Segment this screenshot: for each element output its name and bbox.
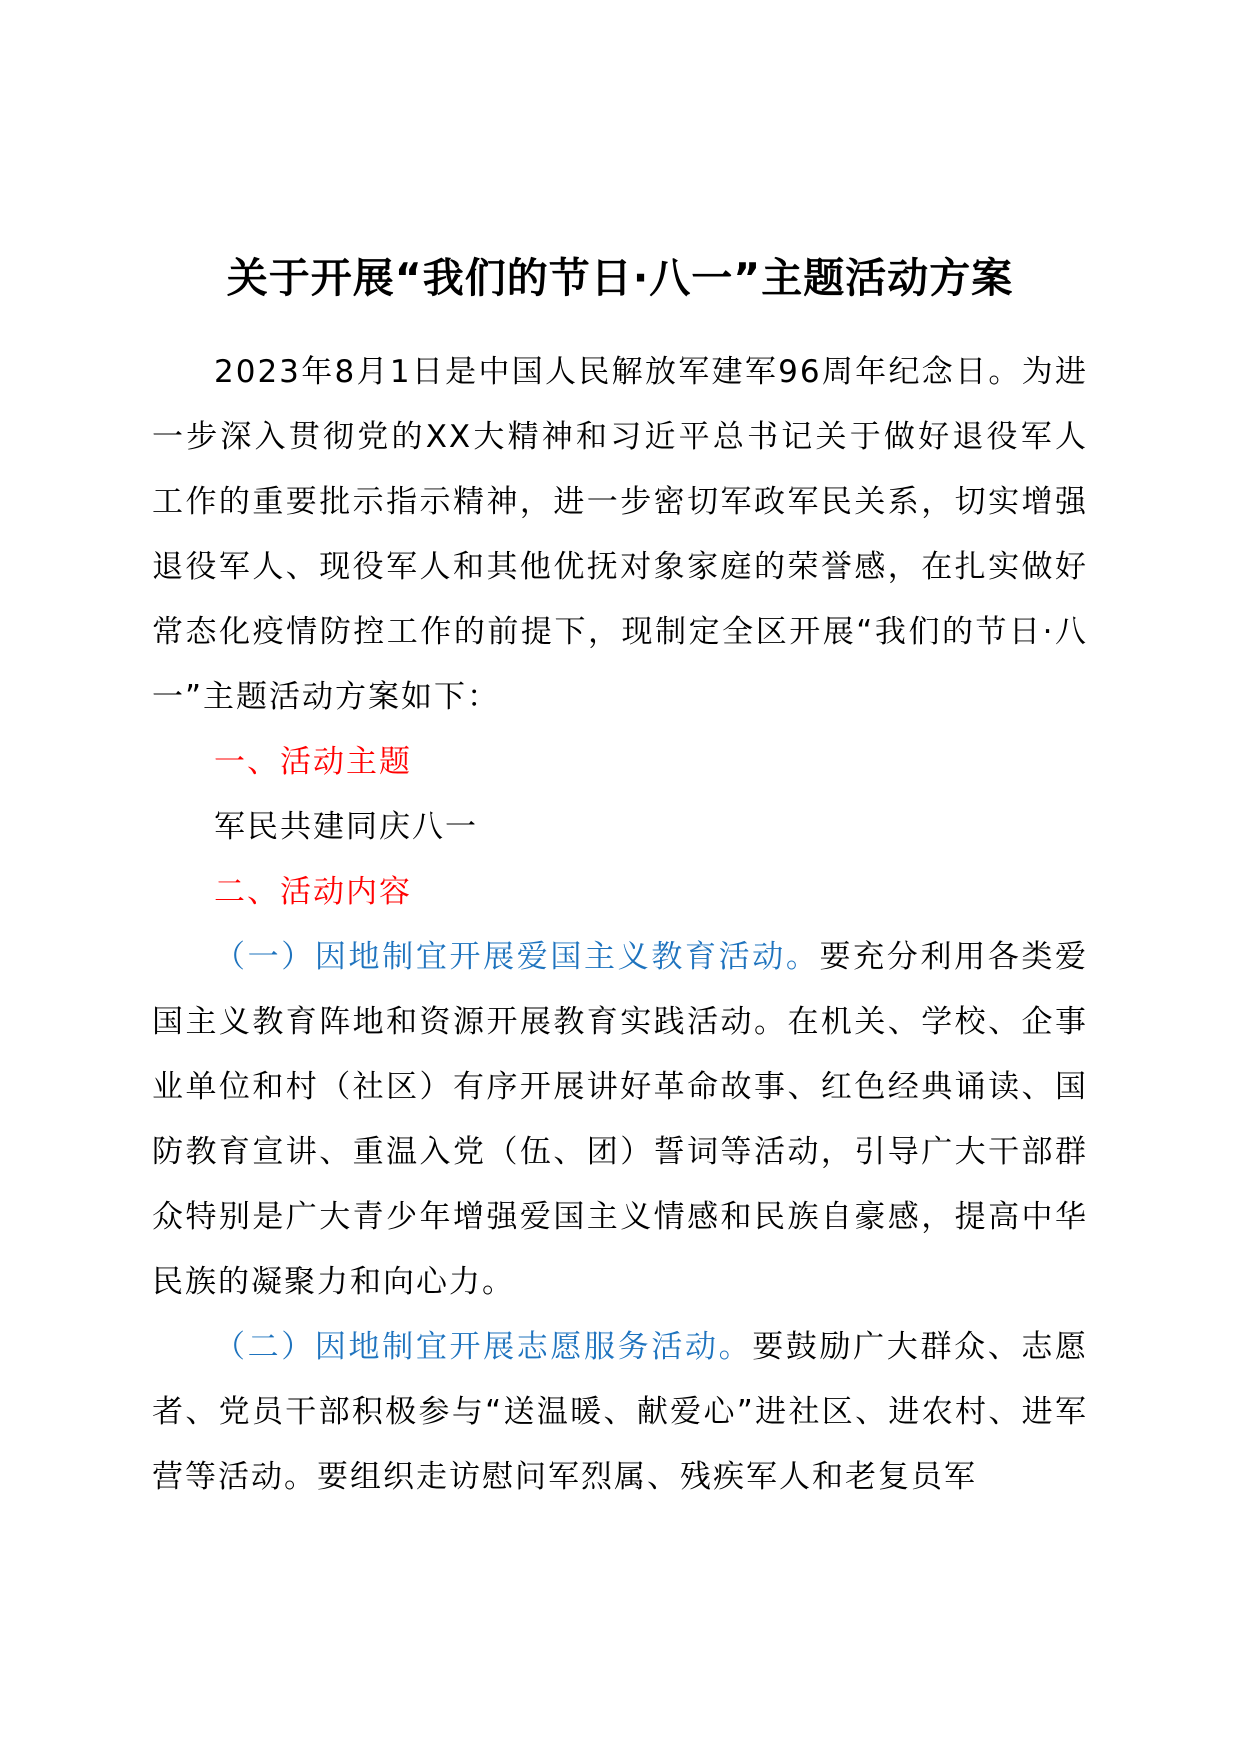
theme-paragraph: 军民共建同庆八一: [214, 809, 478, 845]
item-paragraph-volunteer-service: [152, 1315, 1088, 1510]
item-text-volunteer-service: 要鼓励广大群众、志愿者、党员干部积极参与“送温暖、献爱心”进社区、进农村、进军营等活动。要组织走访慰问军烈属、残疾军人和老复员军: [152, 1329, 1089, 1495]
intro-paragraph: 2023年8月1日是中国人民解放军建军96周年纪念日。为进一步深入贯彻党的XX大精神和习近平总书记关于做好退役军人工作的重要批示指示精神，进一步密切军政军民关系，切实增强退役军人、现役军人和其他优抚对象家庭的荣誉感，在扎实做好常态化疫情防控工作的前提下，现制定全区开展“我们的节日·八一”主题活动方案如下：: [152, 354, 1088, 715]
section-heading-theme: 一、活动主题: [214, 744, 412, 780]
document-title: 关于开展“我们的节日·八一”主题活动方案: [226, 254, 1014, 302]
section-heading-content: 二、活动内容: [214, 874, 412, 910]
item-heading-patriotic-education: （一）因地制宜开展爱国主义教育活动。: [214, 939, 820, 975]
item-paragraph-patriotic-education: [152, 925, 1088, 1315]
item-heading-volunteer-service: （二）因地制宜开展志愿服务活动。: [214, 1329, 753, 1365]
document-body: [152, 340, 1088, 1510]
item-text-patriotic-education: 要充分利用各类爱国主义教育阵地和资源开展教育实践活动。在机关、学校、企事业单位和村（社区）有序开展讲好革命故事、红色经典诵读、国防教育宣讲、重温入党（伍、团）誓词等活动，引导广大干部群众特别是广大青少年增强爱国主义情感和民族自豪感，提高中华民族的凝聚力和向心力。: [152, 939, 1089, 1300]
